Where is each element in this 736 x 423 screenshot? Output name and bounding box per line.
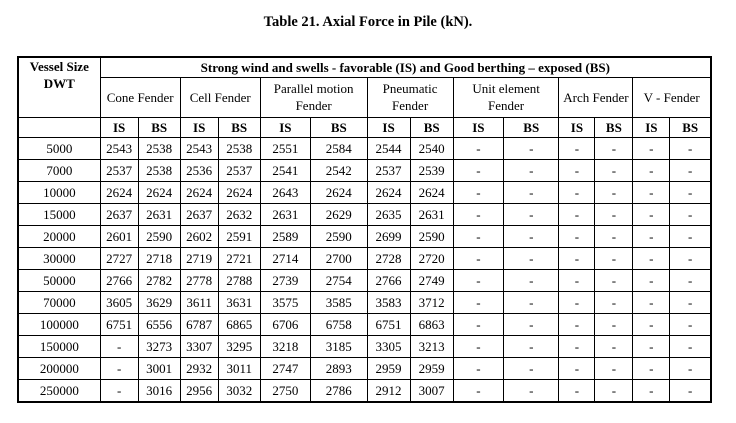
value-cell: 2538 [138, 137, 180, 159]
value-cell: - [633, 379, 670, 402]
value-cell: 3011 [218, 357, 260, 379]
fender-header: Pneumatic Fender [367, 77, 453, 117]
value-cell: - [595, 203, 633, 225]
value-cell: 2700 [311, 247, 367, 269]
value-cell: 2766 [100, 269, 138, 291]
value-cell: 2624 [100, 181, 138, 203]
value-cell: 3583 [367, 291, 410, 313]
fender-header: Parallel motion Fender [260, 77, 367, 117]
value-cell: 2590 [138, 225, 180, 247]
value-cell: - [670, 357, 711, 379]
value-cell: 2749 [410, 269, 453, 291]
value-cell: - [559, 137, 595, 159]
value-cell: 2589 [260, 225, 310, 247]
value-cell: - [100, 357, 138, 379]
axial-force-table [17, 56, 712, 403]
dwt-cell: 20000 [18, 225, 100, 247]
dwt-cell: 50000 [18, 269, 100, 291]
value-cell: 2624 [367, 181, 410, 203]
value-cell: - [453, 247, 503, 269]
sub-header-bs: BS [311, 117, 367, 137]
value-cell: 3305 [367, 335, 410, 357]
value-cell: - [504, 137, 559, 159]
dwt-cell: 7000 [18, 159, 100, 181]
value-cell: 6758 [311, 313, 367, 335]
value-cell: - [595, 181, 633, 203]
value-cell: - [633, 269, 670, 291]
value-cell: - [453, 291, 503, 313]
value-cell: 2543 [100, 137, 138, 159]
value-cell: - [633, 335, 670, 357]
value-cell: - [670, 291, 711, 313]
value-cell: - [595, 313, 633, 335]
dwt-cell: 250000 [18, 379, 100, 402]
value-cell: 2542 [311, 159, 367, 181]
value-cell: 2602 [180, 225, 218, 247]
value-cell: 2540 [410, 137, 453, 159]
value-cell: - [559, 269, 595, 291]
value-cell: 2893 [311, 357, 367, 379]
value-cell: 6706 [260, 313, 310, 335]
value-cell: 6865 [218, 313, 260, 335]
value-cell: - [633, 291, 670, 313]
value-cell: - [559, 225, 595, 247]
vessel-size-header: Vessel Size DWT [18, 57, 100, 117]
value-cell: 2786 [311, 379, 367, 402]
value-cell: - [559, 357, 595, 379]
sub-header-is: IS [100, 117, 138, 137]
sub-header-is: IS [180, 117, 218, 137]
value-cell: - [670, 335, 711, 357]
value-cell: 2537 [367, 159, 410, 181]
value-cell: 2750 [260, 379, 310, 402]
value-cell: 2544 [367, 137, 410, 159]
sub-header-is: IS [559, 117, 595, 137]
value-cell: 2541 [260, 159, 310, 181]
value-cell: - [453, 137, 503, 159]
value-cell: 2624 [410, 181, 453, 203]
value-cell: - [504, 269, 559, 291]
value-cell: - [595, 357, 633, 379]
value-cell: 3585 [311, 291, 367, 313]
value-cell: 2584 [311, 137, 367, 159]
value-cell: - [633, 357, 670, 379]
value-cell: 6787 [180, 313, 218, 335]
value-cell: - [453, 225, 503, 247]
dwt-cell: 150000 [18, 335, 100, 357]
value-cell: 2721 [218, 247, 260, 269]
value-cell: 2537 [218, 159, 260, 181]
value-cell: 2536 [180, 159, 218, 181]
value-cell: 2590 [410, 225, 453, 247]
condition-header: Strong wind and swells - favorable (IS) and Good berthing – exposed (BS) [100, 57, 711, 77]
value-cell: 2718 [138, 247, 180, 269]
value-cell: 2631 [138, 203, 180, 225]
fender-header: V - Fender [633, 77, 711, 117]
value-cell: - [559, 291, 595, 313]
value-cell: - [504, 181, 559, 203]
value-cell: - [453, 159, 503, 181]
sub-header-is: IS [260, 117, 310, 137]
value-cell: - [504, 225, 559, 247]
value-cell: - [504, 203, 559, 225]
value-cell: 2788 [218, 269, 260, 291]
value-cell: 3001 [138, 357, 180, 379]
value-cell: 6751 [100, 313, 138, 335]
value-cell: - [595, 247, 633, 269]
value-cell: 3185 [311, 335, 367, 357]
value-cell: 2538 [138, 159, 180, 181]
table-row [18, 379, 711, 402]
value-cell: 2632 [218, 203, 260, 225]
value-cell: 3016 [138, 379, 180, 402]
sub-header-bs: BS [410, 117, 453, 137]
value-cell: 2643 [260, 181, 310, 203]
sub-header-bs: BS [670, 117, 711, 137]
value-cell: 3307 [180, 335, 218, 357]
value-cell: 3712 [410, 291, 453, 313]
dwt-cell: 30000 [18, 247, 100, 269]
value-cell: - [633, 181, 670, 203]
value-cell: - [559, 203, 595, 225]
value-cell: - [453, 203, 503, 225]
value-cell: - [559, 335, 595, 357]
sub-header-is: IS [453, 117, 503, 137]
dwt-cell: 5000 [18, 137, 100, 159]
fender-header: Cell Fender [180, 77, 260, 117]
value-cell: 3273 [138, 335, 180, 357]
sub-header-is: IS [633, 117, 670, 137]
value-cell: - [633, 247, 670, 269]
value-cell: 2782 [138, 269, 180, 291]
value-cell: - [633, 313, 670, 335]
value-cell: 3218 [260, 335, 310, 357]
value-cell: 3605 [100, 291, 138, 313]
value-cell: 6751 [367, 313, 410, 335]
value-cell: - [453, 379, 503, 402]
value-cell: 2959 [410, 357, 453, 379]
value-cell: - [595, 335, 633, 357]
dwt-cell: 15000 [18, 203, 100, 225]
value-cell: 2624 [138, 181, 180, 203]
value-cell: 2699 [367, 225, 410, 247]
table-row [18, 137, 711, 159]
value-cell: 3295 [218, 335, 260, 357]
value-cell: - [670, 137, 711, 159]
value-cell: - [670, 203, 711, 225]
value-cell: 3032 [218, 379, 260, 402]
table-caption: Table 21. Axial Force in Pile (kN). [263, 14, 473, 30]
fender-header: Unit element Fender [453, 77, 559, 117]
table-row [18, 269, 711, 291]
value-cell: - [504, 357, 559, 379]
value-cell: 2720 [410, 247, 453, 269]
value-cell: - [559, 313, 595, 335]
value-cell: 3007 [410, 379, 453, 402]
table-row [18, 225, 711, 247]
value-cell: 2539 [410, 159, 453, 181]
sub-header-bs: BS [595, 117, 633, 137]
value-cell: 2637 [100, 203, 138, 225]
fender-header: Cone Fender [100, 77, 180, 117]
sub-header-is: IS [367, 117, 410, 137]
value-cell: 3629 [138, 291, 180, 313]
value-cell: - [100, 379, 138, 402]
value-cell: 2747 [260, 357, 310, 379]
value-cell: 2754 [311, 269, 367, 291]
value-cell: 2956 [180, 379, 218, 402]
value-cell: 2739 [260, 269, 310, 291]
value-cell: - [595, 269, 633, 291]
value-cell: 2538 [218, 137, 260, 159]
value-cell: 6556 [138, 313, 180, 335]
table-row [18, 357, 711, 379]
value-cell: 2537 [100, 159, 138, 181]
value-cell: - [559, 159, 595, 181]
value-cell: - [504, 159, 559, 181]
value-cell: - [670, 159, 711, 181]
sub-header-bs: BS [138, 117, 180, 137]
value-cell: 2635 [367, 203, 410, 225]
table-row [18, 247, 711, 269]
dwt-cell: 200000 [18, 357, 100, 379]
table-row [18, 313, 711, 335]
value-cell: 2714 [260, 247, 310, 269]
value-cell: 2543 [180, 137, 218, 159]
value-cell: 3575 [260, 291, 310, 313]
dwt-cell: 100000 [18, 313, 100, 335]
value-cell: 2932 [180, 357, 218, 379]
value-cell: - [453, 313, 503, 335]
value-cell: - [504, 291, 559, 313]
value-cell: 2591 [218, 225, 260, 247]
value-cell: 2624 [311, 181, 367, 203]
fender-header: Arch Fender [559, 77, 633, 117]
value-cell: - [633, 225, 670, 247]
value-cell: 2629 [311, 203, 367, 225]
value-cell: - [633, 203, 670, 225]
value-cell: - [670, 313, 711, 335]
value-cell: 2551 [260, 137, 310, 159]
empty-header-cell [18, 117, 100, 137]
value-cell: - [670, 269, 711, 291]
table-row [18, 291, 711, 313]
value-cell: 2728 [367, 247, 410, 269]
value-cell: - [504, 247, 559, 269]
value-cell: - [504, 379, 559, 402]
value-cell: - [670, 247, 711, 269]
value-cell: - [670, 181, 711, 203]
value-cell: 2590 [311, 225, 367, 247]
value-cell: 3631 [218, 291, 260, 313]
table-row [18, 203, 711, 225]
value-cell: - [595, 159, 633, 181]
value-cell: - [559, 247, 595, 269]
value-cell: - [670, 225, 711, 247]
value-cell: 2778 [180, 269, 218, 291]
value-cell: - [633, 159, 670, 181]
table-row [18, 159, 711, 181]
value-cell: - [504, 313, 559, 335]
value-cell: 2624 [218, 181, 260, 203]
value-cell: 3213 [410, 335, 453, 357]
value-cell: 2727 [100, 247, 138, 269]
dwt-cell: 10000 [18, 181, 100, 203]
value-cell: - [559, 379, 595, 402]
value-cell: 2719 [180, 247, 218, 269]
value-cell: 2601 [100, 225, 138, 247]
value-cell: 2631 [260, 203, 310, 225]
value-cell: - [595, 225, 633, 247]
value-cell: 2766 [367, 269, 410, 291]
value-cell: - [453, 181, 503, 203]
value-cell: - [100, 335, 138, 357]
value-cell: - [595, 137, 633, 159]
value-cell: 2912 [367, 379, 410, 402]
value-cell: - [633, 137, 670, 159]
value-cell: 2637 [180, 203, 218, 225]
value-cell: - [453, 269, 503, 291]
value-cell: - [595, 379, 633, 402]
value-cell: 3611 [180, 291, 218, 313]
value-cell: 2959 [367, 357, 410, 379]
value-cell: 2624 [180, 181, 218, 203]
sub-header-bs: BS [504, 117, 559, 137]
value-cell: - [559, 181, 595, 203]
table-row [18, 335, 711, 357]
value-cell: - [453, 335, 503, 357]
dwt-cell: 70000 [18, 291, 100, 313]
value-cell: 2631 [410, 203, 453, 225]
value-cell: 6863 [410, 313, 453, 335]
value-cell: - [453, 357, 503, 379]
sub-header-bs: BS [218, 117, 260, 137]
value-cell: - [670, 379, 711, 402]
value-cell: - [504, 335, 559, 357]
table-row [18, 181, 711, 203]
value-cell: - [595, 291, 633, 313]
